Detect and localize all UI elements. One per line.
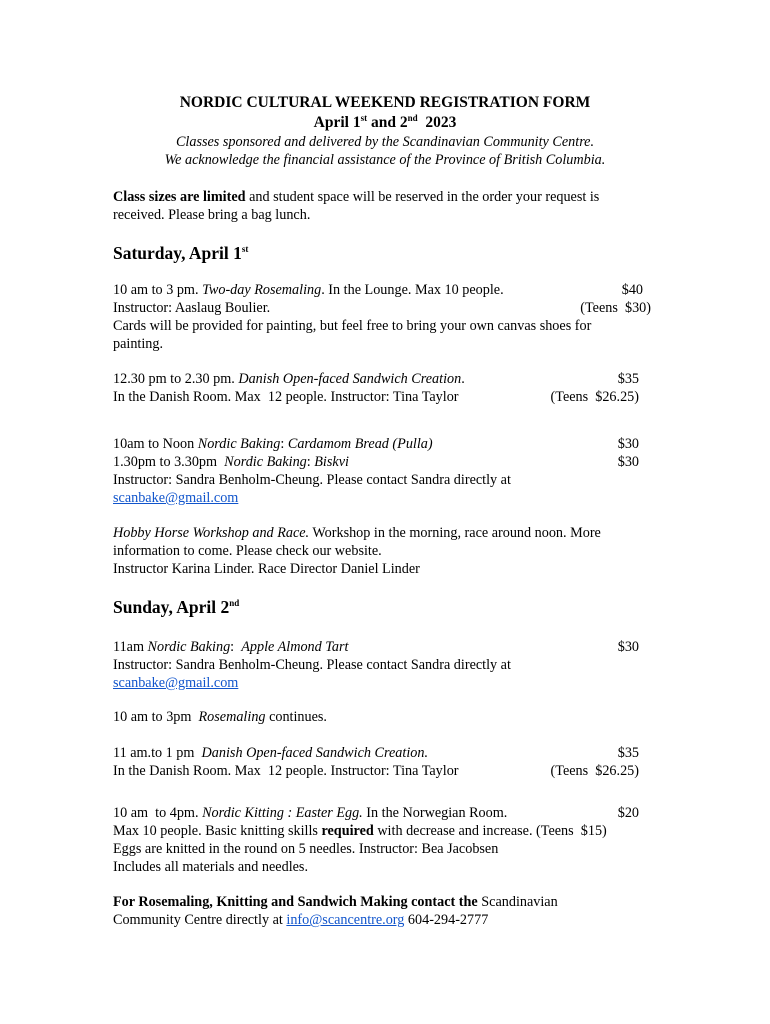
sunday-rosemaling-class: 10 am to 3pm Rosemaling continues. [113, 709, 327, 725]
teen-price: (Teens $26.25) [550, 389, 639, 405]
price: $30 [617, 436, 639, 452]
teen-price: (Teens $26.25) [550, 763, 639, 779]
phone-number: 604-294-2777 [404, 912, 489, 928]
price: $30 [617, 639, 639, 655]
price: $40 [621, 282, 643, 298]
scanbake-email-link[interactable]: scanbake@gmail.com [113, 675, 239, 691]
subtitle-acknowledgement: We acknowledge the financial assistance of the Province of British Columbia. [164, 152, 606, 168]
price: $20 [617, 805, 639, 821]
price: $30 [617, 454, 639, 470]
hobby-horse-workshop: Hobby Horse Workshop and Race. Workshop in the morning, race around noon. More information to come. Please check our website. Instructor Karina Linder. Race Director Daniel Linder [113, 525, 601, 577]
teen-price: (Teens $30) [580, 300, 651, 316]
contact-paragraph: For Rosemaling, Knitting and Sandwich Making contact the Scandinavian Community Centre directly at info@scancentre.org 604-294-2777 [113, 894, 558, 928]
sunday-heading: Sunday, April 2nd [113, 597, 240, 617]
form-dates: April 1st and 2nd 2023 [313, 112, 457, 131]
price: $35 [617, 371, 639, 387]
scanbake-email-link[interactable]: scanbake@gmail.com [113, 490, 239, 506]
saturday-sandwich-class: 12.30 pm to 2.30 pm. Danish Open-faced Sandwich Creation. $35 In the Danish Room. Max 12 people. Instructor: Tina Taylor (Teens $26.25) [113, 371, 639, 405]
saturday-heading: Saturday, April 1st [113, 243, 249, 263]
price: $35 [617, 745, 639, 761]
sunday-sandwich-class: 11 am.to 1 pm Danish Open-faced Sandwich Creation. $35 In the Danish Room. Max 12 people. Instructor: Tina Taylor (Teens $26.25) [113, 745, 639, 779]
intro-paragraph: Class sizes are limited and student space will be reserved in the order your request is received. Please bring a bag lunch. [113, 189, 600, 223]
saturday-rosemaling-class: 10 am to 3 pm. Two-day Rosemaling. In the Lounge. Max 10 people. $40 Instructor: Aaslaug Boulier. (Teens $30) Cards will be provided for painting, but feel free to bring your own canvas shoes for painting. [113, 282, 651, 352]
form-title: NORDIC CULTURAL WEEKEND REGISTRATION FORM [179, 94, 591, 111]
scancentre-email-link[interactable]: info@scancentre.org [286, 912, 405, 928]
sunday-knitting-class: 10 am to 4pm. Nordic Kitting : Easter Egg. In the Norwegian Room. $20 Max 10 people. Basic knitting skills required with decrease and increase. (Teens $15) Eggs are knitted in the round on 5 needles. Instructor: Bea Jacobsen Includes all materials and needles. [113, 805, 639, 875]
subtitle-sponsor: Classes sponsored and delivered by the Scandinavian Community Centre. [175, 134, 595, 150]
sunday-tart-class: 11am Nordic Baking: Apple Almond Tart $30 Instructor: Sandra Benholm-Cheung. Please contact Sandra directly at scanbake@gmail.com [113, 639, 639, 691]
saturday-baking-class: 10am to Noon Nordic Baking: Cardamom Bread (Pulla) $30 1.30pm to 3.30pm Nordic Baking: Biskvi $30 Instructor: Sandra Benholm-Cheung. Please contact Sandra directly at scanbake@gmail.com [113, 436, 639, 506]
